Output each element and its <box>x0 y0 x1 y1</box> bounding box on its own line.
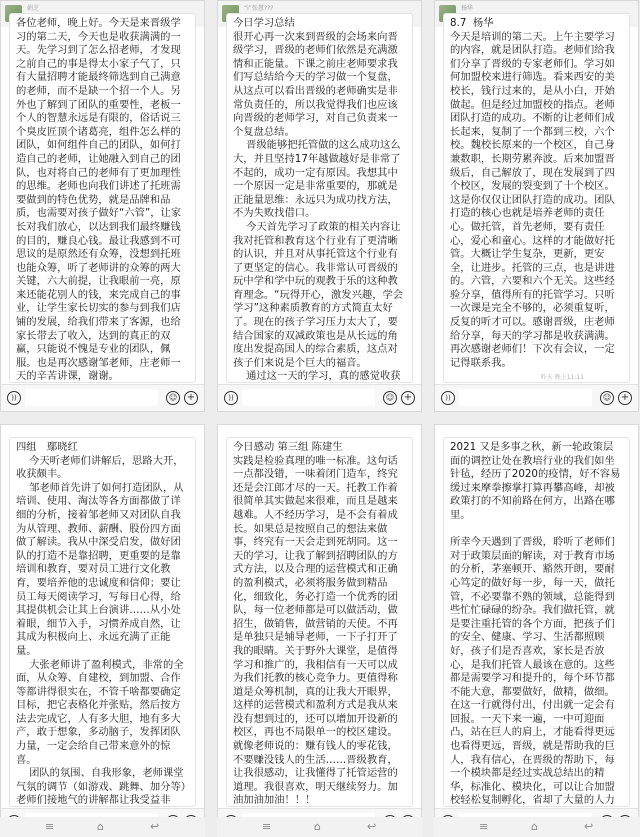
voice-icon[interactable]: )) <box>441 391 455 405</box>
message-text: 四组 鄢晓红 今天听老师们讲解后，思路大开，收获颇丰。 邹老师首先讲了如何打造团队，从培训、使用、淘汰等各方面都做了详细的分析，接着邹老师又对团队自我为从管理、教师、薪酬、股份四方面做了解读。我从中深受启发，做好团队的打造不是靠招聘，更重要的是靠培训和教育，要对员工进行文化教育，要培养他的忠诚度和信仰；要让员工每天阅读学习，写每日心得，给其提供机会让其上台演讲……从小处着眼，细节入手，习惯养成自然，让其成为积极向上、永远充满了正能量。 大张老师讲了盈利模式，非常的全面，从众筹、自建校，到加盟、合作等都讲得很实在，不管千啥都要确定目标，把它表格化并张贴，然后按方法去完成它，人有多大胆，地有多大产，敢于想象，多动脑子，发挥团队力量，一定会给自己带来意外的惊喜。 团队的氛围、自我形象，老师课堂气氛的调节（如游戏、跳舞、加分等）老师们接地气的讲解都让我受益非 <box>16 441 186 807</box>
chat-panel-1 <box>0 0 205 412</box>
chat-panel-4 <box>0 424 205 836</box>
message-text: 今日感动 第三组 陈建生 实践是检验真理的唯一标准。这句话一点都没错，一味着闭门造车，终究还是会江郎才尽的一天。托教工作着很简单其实做起来很难，而且是越来越难。人不经历学习，是不会有着成长。如果总是按照自己的想法来做事，终究有一天会走到死胡同。这一天的学习，让我了解到招聘团队的方式方法，以及合理的运营模式和正确的盈利模式，必须将服务做到精品化，细致化，务必打造一个优秀的团队，每一位老师都是可以做活动，做招生，做销售，做营销的天使。不再是单独只是辅导老师，一下子打开了我的眼睛。关于野外大课堂，是值得学习和推广的，我相信有一天可以成为我们托教的核心竞争力。更值得称道是众筹机制，真的让我大开眼界，这样的运营模式和盈利方式是我从来没有想到过的，还可以增加开设新的校区，再也不局限单一的校区建设。就像老师说的：赚有钱人的零花钱，不要赚没钱人的生活……晋级教育，让我很感动，让我懂得了托管运营的道理。我很喜欢，明天继续努力。加油加油加油！！！ <box>233 441 398 807</box>
back-icon[interactable]: ↩ <box>584 820 594 833</box>
message-text: 各位老师，晚上好。今天是来晋级学习的第二天，今天也是收获满满的一天。先学习到了怎么招老师，才发现之前自己的事是得太小家子气了，只有大量招聘才能最终筛选到自己满意的老师，而不是缺一个招一个人。另外也了解到了团队的重要性，老板一个人的智慧永远是有限的，俗话说三个臭皮匠顶个诸葛亮，组件怎么样的团队，如何组件自己的团队，如何打造自己的老师，让她融入到自己的团队，也对将自己的老师有了更加理性的思维。老师也向我们讲述了托班需要做到的特色优势，就是品牌和品质，也需要对孩子做好“六管”，让家长对我们放心，以达到我们最终赚钱的目的，赚良心钱。最让我感到不可思议的是原然还有众筹，没想到托班也能众筹，听了老师讲的众筹的两大关键，六大前提，让我眼前一亮，原来还能花别人的钱，来完成自己的事业，让学生家长切实的参与到我们店铺的发展，给我们带来了客源，也给家长带去了收入，达到的真正的双赢，只能说不愧是专业的团队，佩服。也是再次感谢邹老师，庄老师一天的辛苦讲课，谢谢。 <box>16 17 182 383</box>
chat-panel-5 <box>217 424 422 836</box>
voice-icon[interactable]: )) <box>7 391 21 405</box>
back-icon[interactable]: ↩ <box>150 820 160 833</box>
sender-name: “i”张慧??? <box>244 5 274 12</box>
message-bubble[interactable] <box>226 13 413 383</box>
message-bubble[interactable] <box>9 13 196 383</box>
back-icon[interactable]: ↩ <box>367 820 377 833</box>
chat-panel-2 <box>217 0 422 412</box>
message-bubble[interactable] <box>226 437 413 807</box>
voice-icon[interactable]: )) <box>224 391 238 405</box>
message-input[interactable] <box>242 389 375 406</box>
home-icon[interactable]: ⌂ <box>314 820 321 833</box>
message-timestamp: 昨天 晚上11:11 <box>540 374 584 381</box>
menu-icon[interactable]: ≡ <box>479 820 489 833</box>
message-text: 2021 又是多事之秋，新一轮政策层面的调控让处在教培行业的我们如坐针毡，经历了2020的疫情，好不容易缓过来摩拳擦掌打算再攀高峰，却被政策打的不知前路在何方，出路在哪里。 所幸今天遇到了晋级，聆听了老师们对于政策层面的解读，对于教育市场的分析，茅塞顿开、豁然开朗，要耐心笃定的做好每一步，每一天，做托管，不必要靠不熟的领域，总能得到些忙忙碌碌的纷杂。我们做托管，就是要注重托管的各个方面，把孩子们的安全、健康、学习、生活都照顾好，孩子们是否喜欢，家长是否放心，是我们托管人最该在意的。这些都是需要学习和提升的，每个环节都不能大意，都要做好，做精，做细。在这一行就得付出，付出就一定会有回报。一天下来一遍，一中可迎面凸，站在巨人的肩上，才能看得更远也看得更远，晋级，就是帮助我的巨人，我有信心，在晋级的帮助下，每一个模块都是经过实战总结出的精华，标准化、模块化，可以让合加盟校轻松复制孵化，省却了大量的人力 <box>450 441 621 807</box>
message-input[interactable] <box>25 389 158 406</box>
home-icon[interactable]: ⌂ <box>531 820 538 833</box>
plus-icon[interactable]: + <box>618 391 632 405</box>
input-bar <box>435 384 638 411</box>
message-bubble[interactable] <box>443 437 630 807</box>
message-text: 今日学习总结 很开心再一次来到晋级的会场来向晋级学习，晋级的老师们依然是充满激情和正能量。下课之前庄老师要求我们写总结给今天的学习做一个复盘，从这点可以看出晋级的老师确实是非常负责任的，所以我觉得我们也应该向晋级的老师学习，对自己负责来一个复盘总结。 晋级能够把托管做的这么成功这么大，并且坚持17年越做越好是非常了不起的，成功一定有原因。我想其中一个原因一定是非常重要的，那就是正能量思维：永远只为成功找方法，不为失败找借口。 今天首先学习了政策的相关内容让我对托管和教育这个行业有了更清晰的认识，并且对从事托管这个行业有了更坚定的信心。我非常认可晋级的玩中学和学中玩的观教于乐的这种教育理念。“玩得开心，激发兴趣，学会学习”这种素质教育的方式简直太好了。现在的孩子学习压力太大了，要结合国家的双减政策也是从长远的角度出发提高国人的综合素质，这点对孩子们来说是个巨大的福音。 通过这一天的学习，真的感觉收获 <box>233 17 404 383</box>
chat-panel-3 <box>434 0 639 412</box>
plus-icon[interactable]: + <box>184 391 198 405</box>
menu-icon[interactable]: ≡ <box>45 820 55 833</box>
message-bubble[interactable] <box>9 437 196 807</box>
emoji-icon[interactable]: ☺ <box>383 391 397 405</box>
emoji-icon[interactable]: ☺ <box>166 391 180 405</box>
system-nav-bar <box>0 817 205 837</box>
home-icon[interactable]: ⌂ <box>97 820 104 833</box>
sender-name: 杨华 <box>461 5 474 12</box>
emoji-icon[interactable]: ☺ <box>600 391 614 405</box>
message-input[interactable] <box>459 389 592 406</box>
sender-name: 娟芝 <box>27 5 40 12</box>
input-bar <box>1 384 204 411</box>
plus-icon[interactable]: + <box>401 391 415 405</box>
input-bar <box>218 384 421 411</box>
system-nav-bar <box>434 817 640 837</box>
message-text: 8.7 杨华 今天是培训的第二天。上午主要学习的内容，就是团队打造。老师们给我们分享了晋级的专家老师们。学习如何加盟校来进行筛选。看来西安的美校长，钱行过来的，是从小白，开始做起。但是经过加盟校的指点。老师团队打造的成功。不断的让老师们成长起来，复制了一个都到三校，六个校。魏校长原来的一个校区，自己身兼数职，长期劳累奔波。后来加盟晋级后，自己解放了，现在发展到了四个校区，发展的裂变到了十个校区。这是你仅仅让团队打造的成功。团队打造的核心也就是培养老师的责任心。做托管，首先老师，要有责任心，爱心和童心。这样的才能做好托管。大概让学生复杂，更新，更安全，让进步。托管的三点，也是讲进的。六管，六要和六个无关。这些经验分享，值得所有的托管学习。只听一次课是完全不够的，必须重复听，反复的听才可以。感谢晋级，庄老师给分享，每天的学习都是收获满满。再次感谢老师们！下次有会议，一定记得联系我。 <box>450 17 615 369</box>
message-bubble[interactable] <box>443 13 630 383</box>
menu-icon[interactable]: ≡ <box>262 820 272 833</box>
chat-panel-6 <box>434 424 639 836</box>
system-nav-bar <box>217 817 422 837</box>
